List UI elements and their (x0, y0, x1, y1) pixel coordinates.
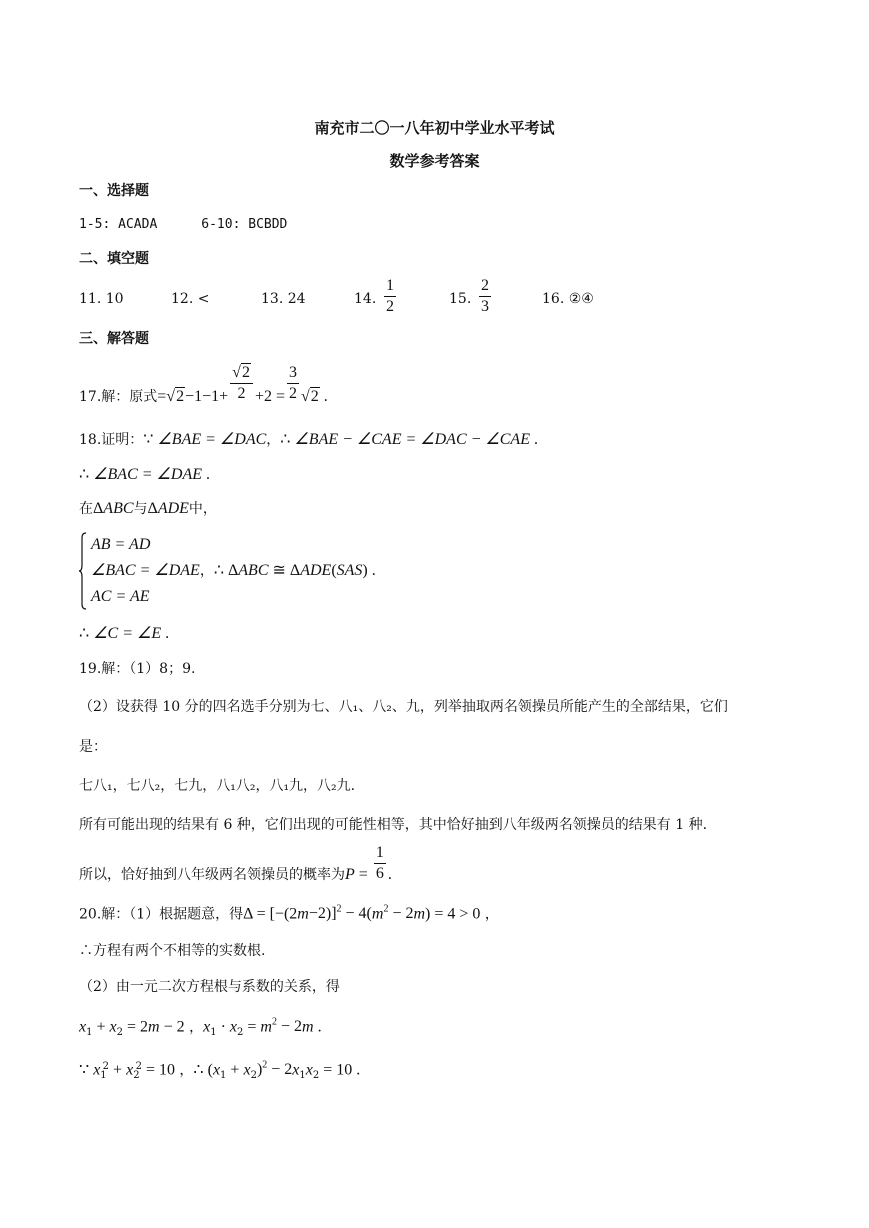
q18-system-2: ∠BAC = ∠DAE，∴ ΔABC ≅ ΔADE(SAS) . (91, 562, 376, 579)
q14-fraction: $\frac{1}{2}$ (386, 277, 394, 315)
page-title: 南充市二〇一八年初中学业水平考试 (314, 119, 555, 137)
q17-line: 17.解：原式=√2−1−1+ $\frac{√2}{2}$ +2 = $\frac{3}{2}$ √2 . (79, 364, 328, 405)
page-subtitle: 数学参考答案 (389, 152, 480, 170)
q19-line3: 是： (79, 739, 107, 755)
q20-line4: $x_1 + x_2 = 2m - 2$ ，$x_1 \cdot x_2 = m^2 - 2m$ . (79, 1017, 322, 1039)
q18-system-3: AC = AE (91, 588, 150, 605)
choice-answers (79, 218, 287, 231)
q13: 13. 24 (261, 291, 306, 307)
section-heading-choice: 一、选择题 (79, 183, 149, 199)
q19-line4: 七八₁，七八₂，七九，八₁八₂，八₁九，八₂九. (79, 778, 356, 794)
section-heading-fill: 二、填空题 (79, 251, 149, 267)
left-brace-icon (79, 532, 87, 610)
q14-num: 14. (354, 291, 377, 307)
q12: 12. < (171, 291, 210, 307)
q15-num: 15. (449, 291, 472, 307)
q20-line3: （2）由一元二次方程根与系数的关系，得 (79, 979, 340, 995)
section-heading-solve: 三、解答题 (79, 331, 149, 347)
q18-line-end: ∴ ∠C = ∠E . (79, 625, 170, 642)
q20-line5: ∵ $x_1^2 + x_2^2 = 10$ ，∴ $(x_1 + x_2)^2 - 2x_1x_2 = 10$ . (79, 1060, 361, 1082)
q19-line5: 所有可能出现的结果有 6 种，它们出现的可能性相等，其中恰好抽到八年级两名领操员的结果有 1 种. (79, 817, 708, 833)
q15-fraction: $\frac{2}{3}$ (481, 277, 489, 315)
q18-line1: 18.证明：∵ ∠BAE = ∠DAC，∴ ∠BAE − ∠CAE = ∠DAC − ∠CAE . (79, 431, 538, 448)
answers-6-10: 6-10: BCBDD (201, 217, 288, 232)
q18-line2: ∴ ∠BAC = ∠DAE . (79, 466, 210, 483)
answers-1-5: 1-5: ACADA (79, 217, 158, 232)
q20-line2: ∴方程有两个不相等的实数根. (79, 943, 266, 959)
q16: 16. ②④ (542, 291, 594, 307)
q19-line6: 所以，恰好抽到八年级两名领操员的概率为P = $\frac{1}{6}$ . (79, 844, 392, 883)
q19-line2: （2）设获得 10 分的四名选手分别为七、八₁、八₂、九，列举抽取两名领操员所能产生的全部结果，它们 (79, 699, 728, 715)
q18-system-1: AB = AD (91, 536, 151, 553)
q18-line3: 在ΔABC与ΔADE中， (79, 500, 217, 517)
q11: 11. 10 (79, 291, 124, 307)
q20-line1: 20.解：（1）根据题意，得$\Delta = [-(2m-2)]^2 - 4(m^2 - 2m) = 4 > 0$ ， (79, 904, 499, 923)
q19-line1: 19.解：（1）8；9. (79, 661, 196, 677)
